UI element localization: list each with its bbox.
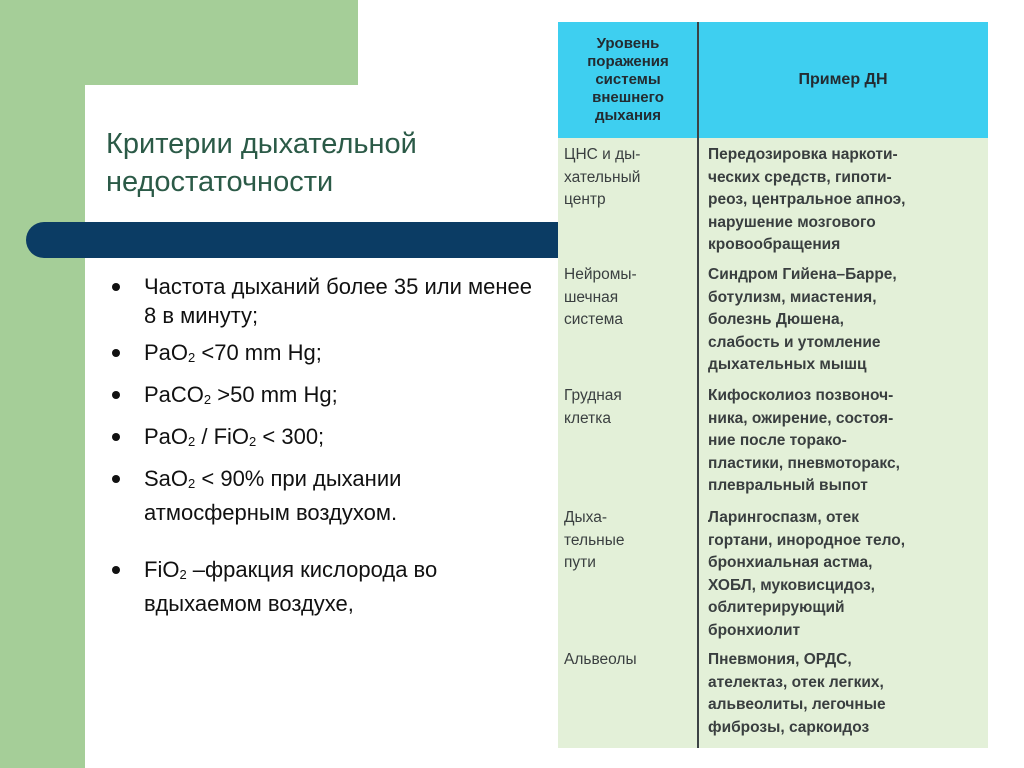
criteria-text: FiO [144,557,180,582]
table-cell-example: Синдром Гийена–Барре, ботулизм, миастения, болезнь Дюшена, слабость и утомление дыхательных мышц [708,266,897,373]
table-cell-level: Альвеолы [564,651,637,668]
criteria-text: PaO [144,424,189,449]
criteria-text: 2 [203,392,212,407]
criteria-text: 2 [249,434,257,449]
criteria-item [106,464,546,527]
table-header [558,22,988,138]
bullet-dot-icon [112,475,120,483]
table-cell-example: Пневмония, ОРДС, ателектаз, отек легких, альвеолиты, легочные фиброзы, саркоидоз [708,651,886,736]
table-cell-example: Передозировка наркоти- ческих средств, гипоти- реоз, центральное апноэ, нарушение мозгового кровообращения [708,146,906,253]
column-divider [697,22,699,748]
dn-table [558,22,988,748]
table-cell-level: Грудная клетка [564,387,622,427]
criteria-text: <70 mm Hg; [195,340,322,365]
criteria-text: PaCO [144,382,204,407]
criteria-text: < 90% при дыхании атмосферным воздухом. [144,466,402,525]
slide-title: Критерии дыхательной недостаточности [106,128,417,198]
table-cell-level: Нейромы- шечная система [564,266,637,328]
bullet-dot-icon [112,566,120,574]
criteria-item [106,338,546,372]
table-cell-example: Ларингоспазм, отек гортани, инородное тело, бронхиальная астма, ХОБЛ, муковисцидоз, облитерирующий бронхиолит [708,509,906,639]
header-level: Уровень поражения системы внешнего дыхания [587,35,669,124]
frame-left-band [0,0,85,768]
criteria-text: 2 [179,567,187,582]
table-cell-level: Дыха- тельные пути [564,509,625,571]
title-underline-bar [26,222,586,258]
criteria-item [106,555,546,618]
frame-top-band [85,0,358,85]
criteria-text: Частота дыханий более 35 или менее 8 в минуту; [144,274,532,328]
table-cell-level: ЦНС и ды- хательный центр [564,146,641,208]
criteria-text: < 300; [256,424,325,449]
table-cell-example: Кифосколиоз позвоноч- ника, ожирение, состоя- ние после торако- пластики, пневмоторакс, плевральный выпот [708,387,900,494]
header-example: Пример ДН [798,71,888,88]
criteria-text: 2 [188,476,196,491]
criteria-text: PaO [144,340,189,365]
criteria-item [106,380,546,414]
criteria-item [106,422,546,456]
criteria-text: 2 [188,350,196,365]
criteria-text: –фракция кислорода во вдыхаемом воздухе, [144,557,438,616]
criteria-text: 2 [188,434,196,449]
bullet-dot-icon [112,349,120,357]
bullet-dot-icon [112,433,120,441]
criteria-text: / FiO [195,424,250,449]
criteria-text: >50 mm Hg; [211,382,338,407]
criteria-text: SaO [144,466,189,491]
bullet-dot-icon [112,283,120,291]
criteria-list [106,272,546,626]
criteria-item [106,272,546,330]
bullet-dot-icon [112,391,120,399]
